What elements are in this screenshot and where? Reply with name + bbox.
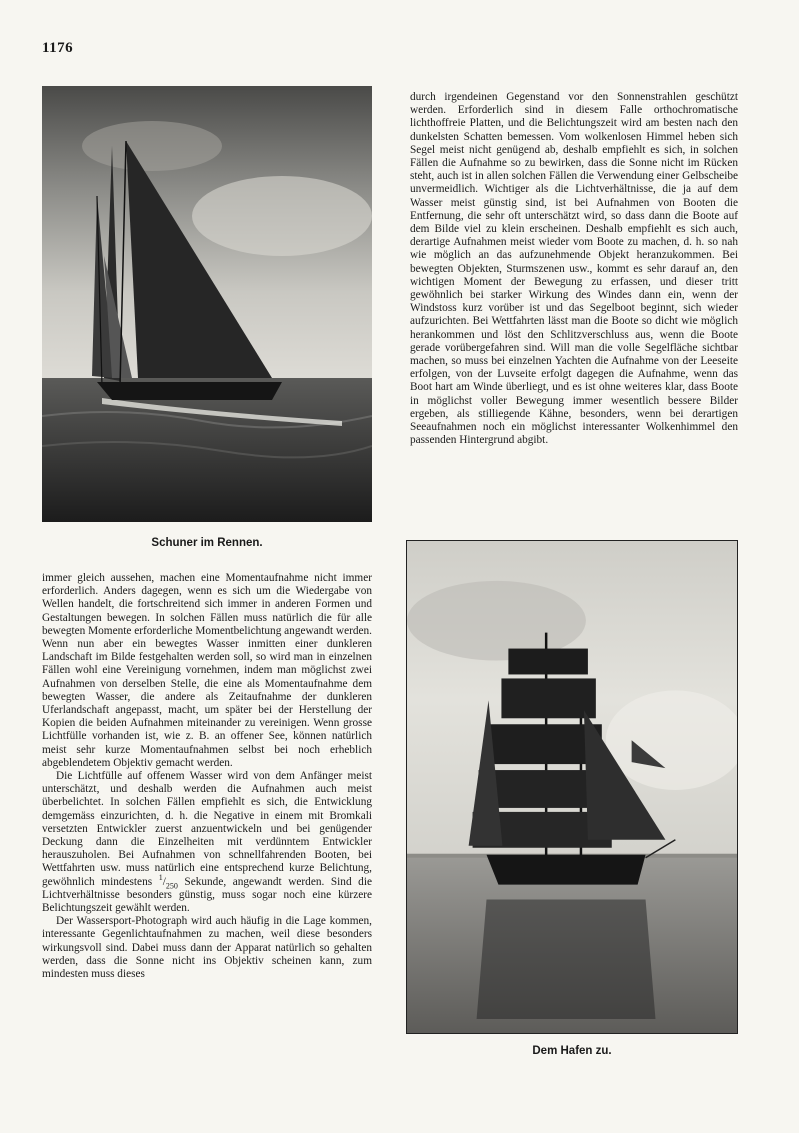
schooner-photo: [42, 86, 372, 522]
brigantine-photo: [406, 540, 738, 1034]
fraction-denominator: 250: [165, 880, 178, 890]
text-column-right: [410, 91, 738, 447]
paragraph-text: Sekunde, angewandt werden. Sind die Lichtverhältnisse besonders günstig, muss sogar noch eine kürzere Belichtungszeit gewählt werden.: [42, 875, 372, 915]
paragraph: Der Wassersport-Photograph wird auch häufig in die Lage kommen, interessante Gegenlichtaufnahmen zu machen, weil diese besonders wirkungsvoll sind. Dabei muss dann der Apparat natürlich so gehalten werden, dass die Sonne nicht ins Objektiv scheinen kann, zum mindesten muss dieses: [42, 915, 372, 981]
text-column-left: [42, 572, 372, 981]
paragraph: immer gleich aussehen, machen eine Momentaufnahme nicht immer erforderlich. Anders dagegen, wenn es sich um die Wiedergabe von Wellen handelt, die fortschreitend sich immer in anderen Formen und Gestaltungen bewegen. In solchen Fällen muss natürlich die für alle bewegten Momente erforderliche Momentbelichtung angewandt werden. Wenn nun aber ein bewegtes Wasser inmitten einer dunkleren Landschaft im Bilde festgehalten werden soll, so wird man in einzelnen Fällen wohl eine Vereinigung vornehmen, indem man möglichst zwei Aufnahmen von derselben Stelle, die eine als Momentaufnahme dem bewegten Wasser, die andere als Zeitaufnahme der dunkleren Uferlandschaft angepasst, macht, um später bei der Herstellung der Kopien die beiden Aufnahmen miteinander zu vereinigen. Wenn grosse Lichtfülle vorhanden ist, wie z. B. an offener See, können natürlich meist sehr kurze Momentaufnahmen selbst bei noch erheblich abgeblendetem Objektiv gemacht werden.: [42, 572, 372, 769]
photo-caption-harbor: Dem Hafen zu.: [532, 1045, 612, 1057]
fraction-numerator: 1: [158, 872, 163, 882]
page-number: 1176: [42, 40, 74, 56]
exposure-fraction: $^1/_{250}$: [158, 872, 178, 890]
paragraph: [42, 770, 372, 915]
paragraph-text: Die Lichtfülle auf offenem Wasser wird von dem Anfänger meist unterschätzt, und deshalb werden die Aufnahmen auch meist überbelichtet. In solchen Fällen empfiehlt es sich, die Entwicklung demgemäss einzurichten, d. h. die Negative in einem mit Bromkali versetzten Entwickler zuerst anzuentwickeln und bei genügender Deckung dann die Einzelheiten mit verdünntem Entwickler herauszuholen. Bei Aufnahmen von schnellfahrenden Booten, bei Wettfahrten usw. muss natürlich eine entsprechend kurze Belichtung, gewöhnlich mindestens: [42, 770, 372, 888]
photo-caption-schooner: Schuner im Rennen.: [151, 537, 263, 549]
paragraph: durch irgendeinen Gegenstand vor den Sonnenstrahlen geschützt werden. Erforderlich sind in diesem Falle orthochromatische lichthoffreie Platten, und die Belichtungszeit wird am besten nach den dunkelsten Schatten bemessen. Vom wolkenlosen Himmel heben sich Segel meist nicht genügend ab, deshalb empfiehlt es sich, in solchen Fällen die Aufnahme so zu bewirken, dass die Sonne nicht im Rücken steht, auch ist in allen solchen Fällen die Verwendung einer Gelbscheibe unvermeidlich. Wichtiger als die Lichtverhältnisse, die ja auf dem Wasser meist günstig sind, ist bei Aufnahmen von Booten die Entfernung, die sehr oft unterschätzt wird, so dass dann die Boote auf dem Bilde viel zu klein erscheinen. Deshalb empfiehlt es sich auch, derartige Aufnahmen meist wieder vom Boote zu machen, d. h. so nah wie möglich an das aufzunehmende Objekt heranzukommen. Bei bewegten Objekten, Sturmszenen usw., kommt es sehr darauf an, den wichtigen Moment der Bewegung zu erfassen, und dieser tritt gewöhnlich bei starker Wirkung des Windes dann ein, wenn der Windstoss kurz vorüber ist und das Segelboot beginnt, sich wieder aufzurichten. Bei Wettfahrten lässt man die Boote so dicht wie möglich herankommen und löst den Schlitzverschluss aus, wenn die Boote gerade vorübergefahren sind. Will man die volle Segelfläche sichtbar machen, so muss bei einzelnen Yachten die Aufnahme von der Leeseite erfolgen, von der Luvseite erfolgt dagegen die Aufnahme, wenn das Boot hart am Winde überliegt, und es ist ohne weiteres klar, dass Boote in möglichst voller Bewegung immer wesentlich bessere Bilder ergeben, als stilliegende Kähne, besonders, wenn bei derartigen Seeaufnahmen noch ein möglichst interessanter Wolkenhimmel den passenden Hintergrund abgibt.: [410, 91, 738, 447]
